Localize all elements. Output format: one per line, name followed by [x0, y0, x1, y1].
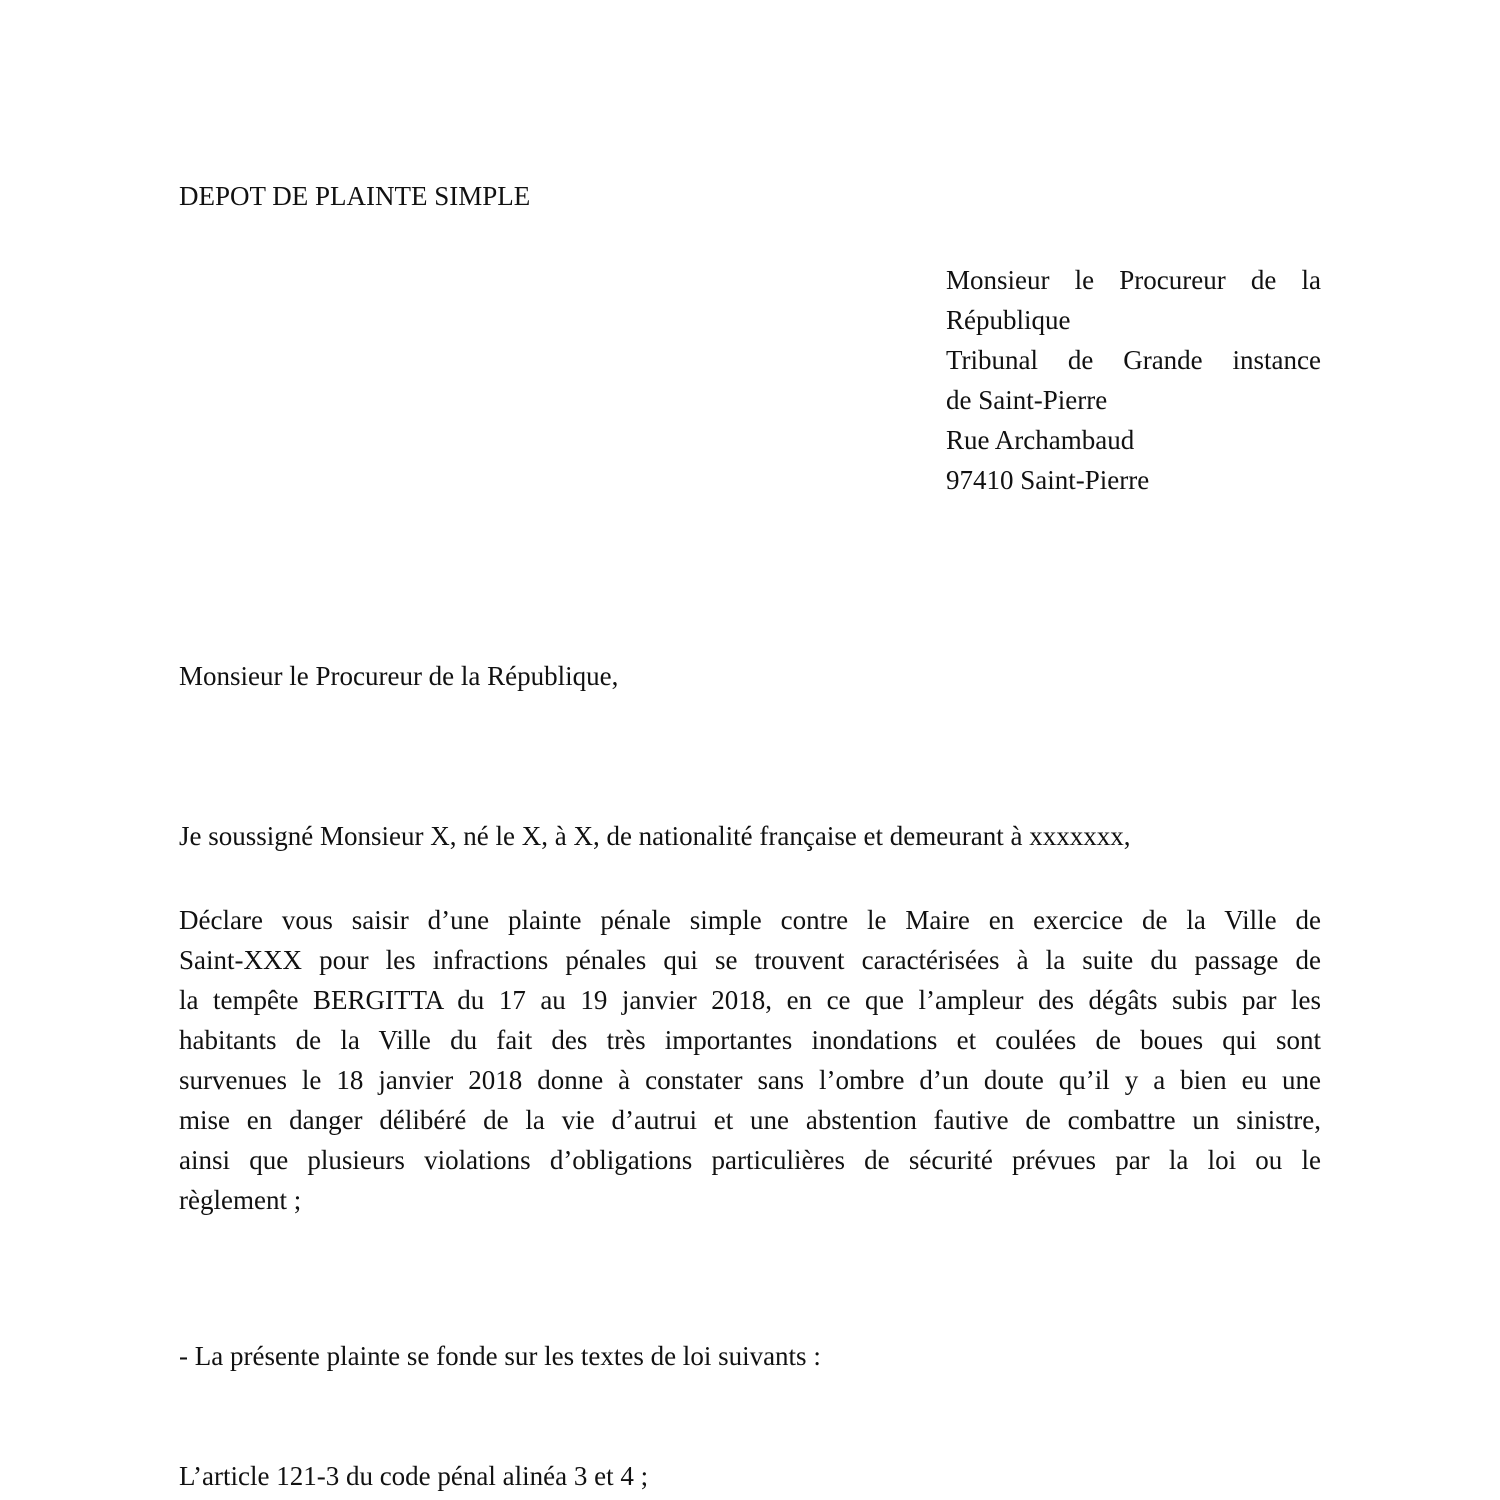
- recipient-line: Monsieur le Procureur de la: [946, 265, 1321, 295]
- paragraph-line: la tempête BERGITTA du 17 au 19 janvier 2018, en ce que l’ampleur des dégâts subis par les: [179, 985, 1321, 1015]
- legal-basis-heading: - La présente plainte se fonde sur les textes de loi suivants :: [179, 1341, 821, 1371]
- paragraph-line: ainsi que plusieurs violations d’obligations particulières de sécurité prévues par la loi ou le: [179, 1145, 1321, 1175]
- paragraph-line: Déclare vous saisir d’une plainte pénale simple contre le Maire en exercice de la Ville de: [179, 905, 1321, 935]
- paragraph-line: mise en danger délibéré de la vie d’autrui et une abstention fautive de combattre un sinistre,: [179, 1105, 1321, 1135]
- document-title: DEPOT DE PLAINTE SIMPLE: [179, 181, 531, 211]
- paragraph-line: Saint-XXX pour les infractions pénales qui se trouvent caractérisées à la suite du passage de: [179, 945, 1321, 975]
- intro-paragraph: Je soussigné Monsieur X, né le X, à X, de nationalité française et demeurant à xxxxxxx,: [179, 821, 1131, 851]
- legal-article-item: L’article 121-3 du code pénal alinéa 3 et 4 ;: [179, 1461, 649, 1491]
- declaration-paragraph: [179, 900, 1321, 1220]
- recipient-line: 97410 Saint-Pierre: [946, 465, 1150, 495]
- recipient-address-block: [946, 260, 1321, 500]
- paragraph-line: survenues le 18 janvier 2018 donne à constater sans l’ombre d’un doute qu’il y a bien eu une: [179, 1065, 1321, 1095]
- salutation: Monsieur le Procureur de la République,: [179, 661, 619, 691]
- recipient-line: de Saint-Pierre: [946, 385, 1108, 415]
- recipient-line: Tribunal de Grande instance: [946, 345, 1321, 375]
- recipient-line: Rue Archambaud: [946, 425, 1135, 455]
- recipient-line: République: [946, 305, 1071, 335]
- paragraph-line: habitants de la Ville du fait des très importantes inondations et coulées de boues qui sont: [179, 1025, 1321, 1055]
- paragraph-line: règlement ;: [179, 1185, 302, 1215]
